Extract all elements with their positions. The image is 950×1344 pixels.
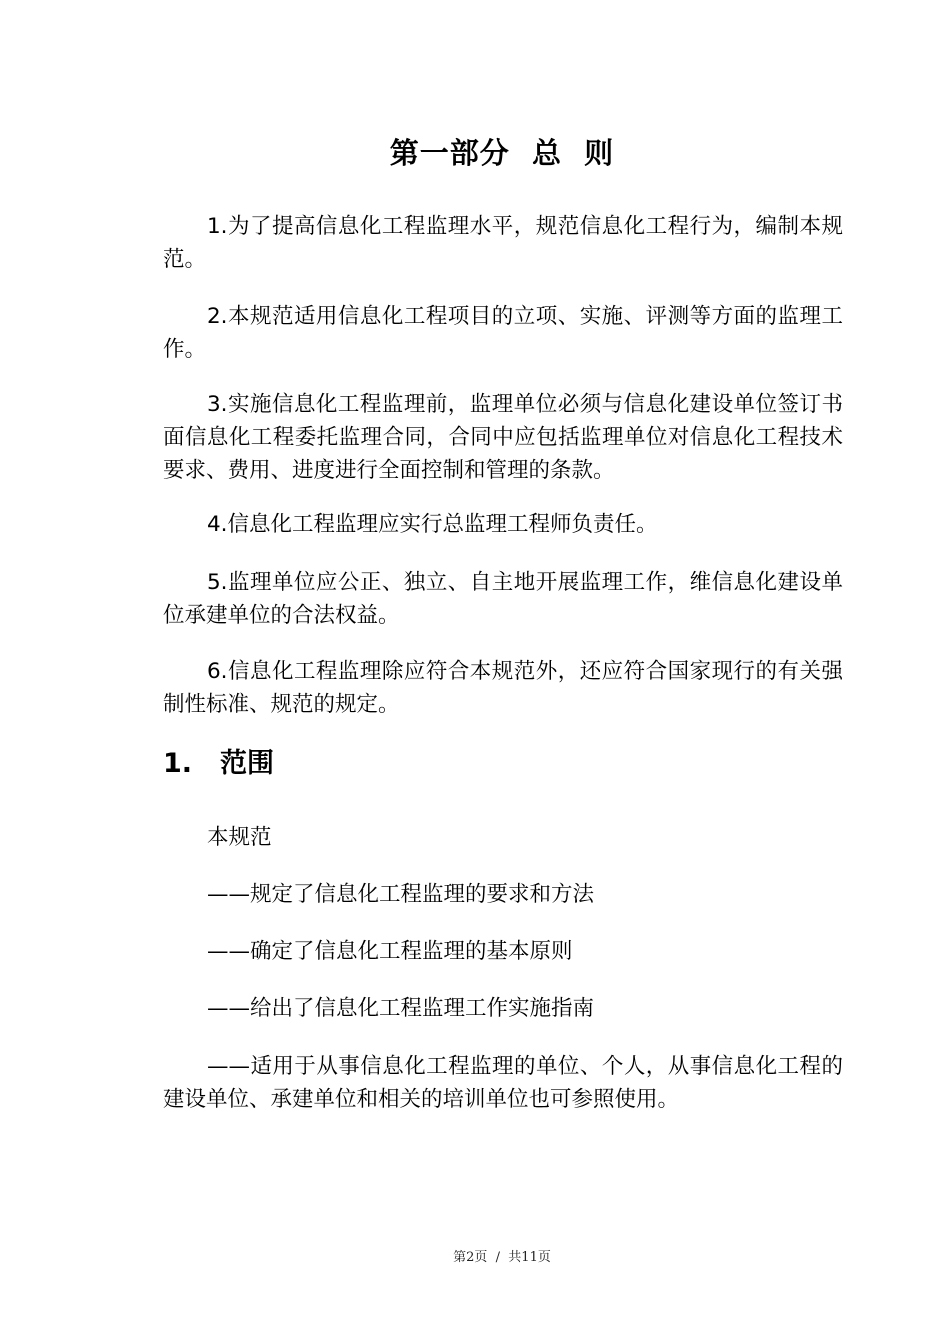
provision-3: 3.实施信息化工程监理前，监理单位必须与信息化建设单位签订书面信息化工程委托监理合同，合同中应包括监理单位对信息化工程技术要求、费用、进度进行全面控制和管理的条款。 — [163, 392, 843, 483]
scope-intro: 本规范 — [207, 825, 272, 850]
section-heading-scope — [163, 744, 274, 784]
scope-item-3: ——给出了信息化工程监理工作实施指南 — [207, 996, 595, 1021]
scope-item-4: ——适用于从事信息化工程监理的单位、个人，从事信息化工程的建设单位、承建单位和相关的培训单位也可参照使用。 — [163, 1054, 843, 1112]
scope-item-2: ——确定了信息化工程监理的基本原则 — [207, 939, 573, 964]
section-number: 1. — [163, 748, 193, 779]
scope-item-1: ——规定了信息化工程监理的要求和方法 — [207, 882, 595, 907]
provision-5: 5.监理单位应公正、独立、自主地开展监理工作，维信息化建设单位承建单位的合法权益。 — [163, 570, 843, 628]
part-title: 第一部分 总 则 — [389, 136, 615, 170]
provision-1: 1.为了提高信息化工程监理水平，规范信息化工程行为，编制本规范。 — [163, 214, 843, 272]
provision-2: 2.本规范适用信息化工程项目的立项、实施、评测等方面的监理工作。 — [163, 304, 843, 362]
provision-6: 6.信息化工程监理除应符合本规范外，还应符合国家现行的有关强制性标准、规范的规定。 — [163, 659, 843, 717]
page-footer: 第2页 / 共11页 — [453, 1250, 551, 1265]
provision-4: 4.信息化工程监理应实行总监理工程师负责任。 — [207, 512, 658, 537]
section-title: 范围 — [220, 748, 274, 779]
